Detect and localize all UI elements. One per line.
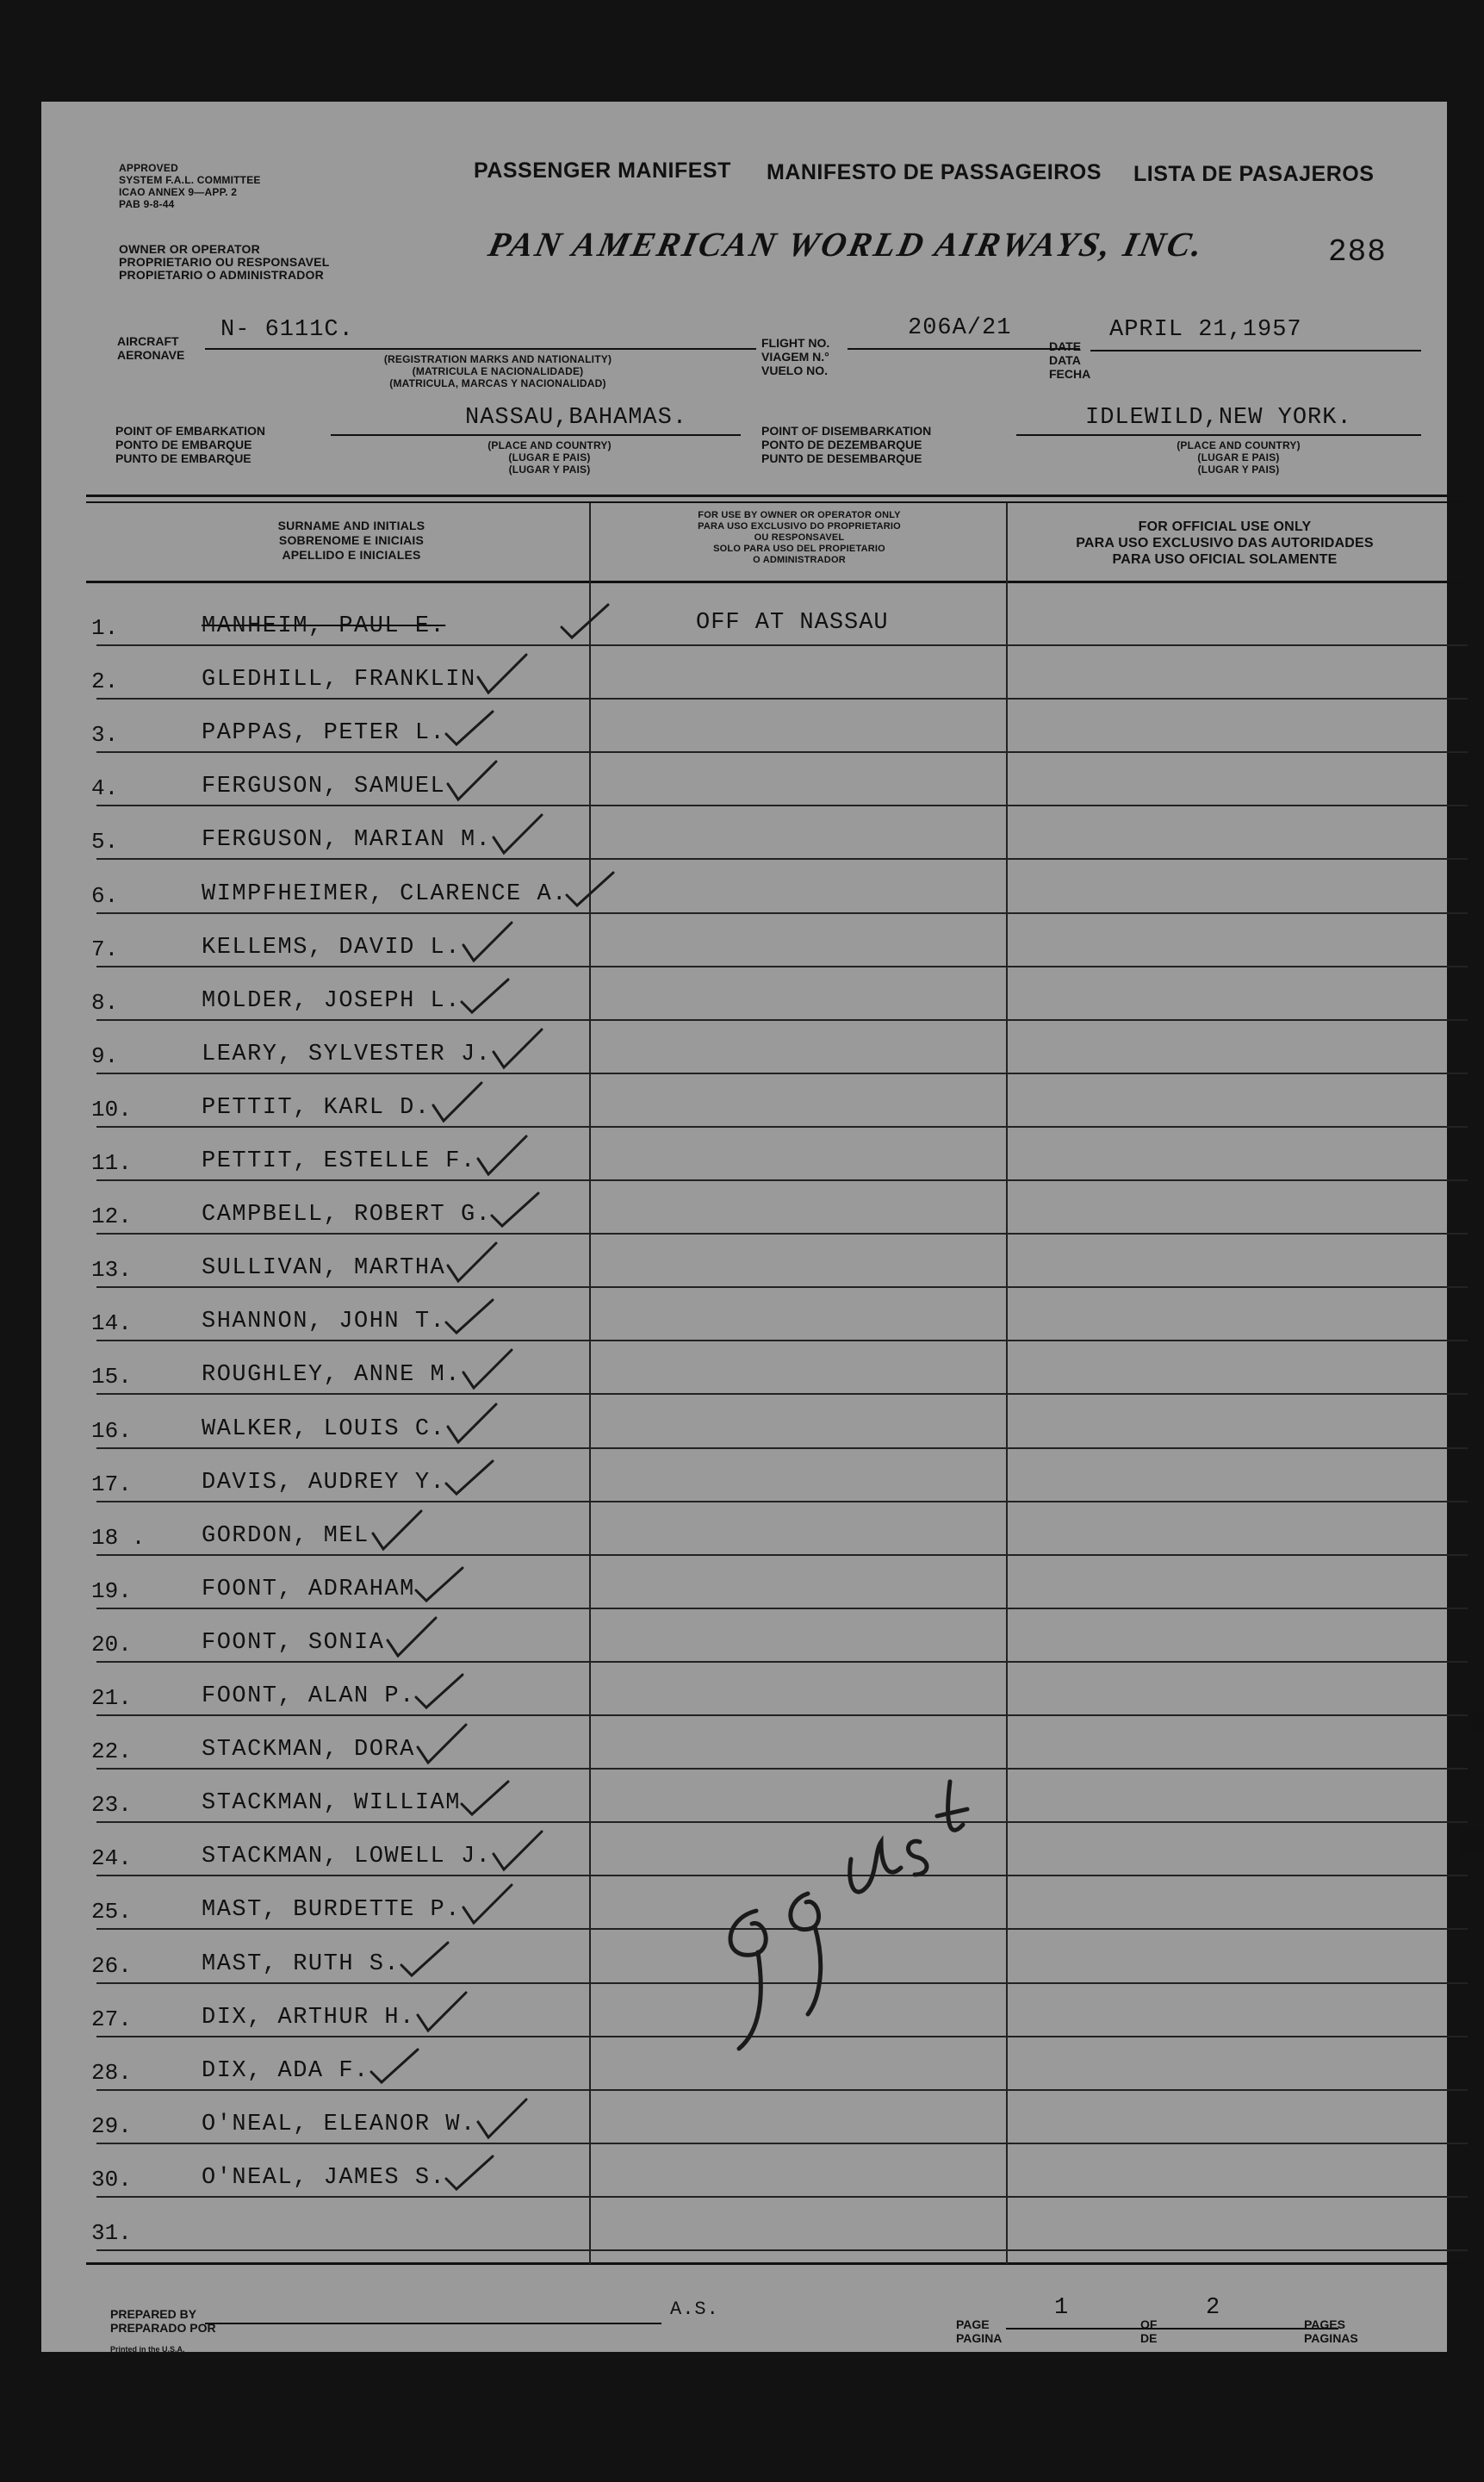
passenger-name: O'NEAL, ELEANOR W. (202, 2111, 476, 2137)
date-line (1090, 350, 1421, 351)
table-row (96, 2249, 1468, 2251)
disembark-label: POINT OF DISEMBARKATION (761, 424, 932, 438)
disembark-label: PONTO DE DEZEMBARQUE (761, 438, 922, 451)
page-label: PAGE (956, 2317, 990, 2331)
aircraft-labels (117, 334, 184, 362)
check-mark-icon (443, 2149, 503, 2194)
row-number: 4. (91, 775, 119, 802)
table-row (96, 966, 1468, 967)
column-divider-2 (1006, 503, 1008, 2264)
disembark-sub-line: (PLACE AND COUNTRY) (1177, 439, 1301, 451)
passenger-name: DAVIS, AUDREY Y. (202, 1469, 446, 1496)
check-mark-icon (458, 1775, 518, 1820)
check-mark-icon (443, 705, 503, 750)
passenger-name: DIX, ADA F. (202, 2057, 369, 2084)
aircraft-sub (334, 353, 661, 389)
approval-line: APPROVED (119, 162, 178, 174)
title-pt: MANIFESTO DE PASSAGEIROS (767, 160, 1102, 184)
column-header-line: SOBRENOME E INICIAIS (278, 533, 425, 547)
row-number: 19. (91, 1577, 132, 1604)
prepared-value: A.S. (670, 2298, 719, 2320)
company-name: PAN AMERICAN WORLD AIRWAYS, INC. (485, 225, 1209, 264)
passenger-name: O'NEAL, JAMES S. (202, 2164, 446, 2191)
passenger-name: FOONT, ALAN P. (202, 1683, 415, 1709)
passenger-name: PETTIT, ESTELLE F. (202, 1148, 476, 1174)
of-value: 2 (1206, 2295, 1221, 2321)
table-row (96, 1447, 1468, 1449)
print-note: Printed in the U.S.A. (110, 2345, 185, 2354)
prepared-line (205, 2323, 661, 2324)
check-mark-icon (488, 1026, 549, 1071)
row-number: 24. (91, 1845, 132, 1872)
table-row (96, 1554, 1468, 1556)
column-header-official (1009, 519, 1440, 568)
check-mark-icon (428, 1079, 488, 1124)
table-row (96, 2196, 1468, 2198)
row-number: 21. (91, 1685, 132, 1711)
passenger-name: SHANNON, JOHN T. (202, 1309, 446, 1335)
flight-labels (761, 336, 829, 377)
passenger-name: SULLIVAN, MARTHA (202, 1255, 446, 1282)
table-row (96, 644, 1468, 646)
row-number: 18 . (91, 1524, 146, 1551)
embark-labels (115, 424, 265, 465)
column-header-line: FOR USE BY OWNER OR OPERATOR ONLY (698, 510, 901, 520)
passenger-name: WALKER, LOUIS C. (202, 1415, 446, 1442)
page-value: 1 (1054, 2295, 1070, 2321)
passenger-name: MANHEIM, PAUL E. (202, 613, 446, 639)
check-mark-icon (443, 758, 503, 803)
check-mark-icon (458, 1347, 518, 1391)
passenger-name: LEARY, SYLVESTER J. (202, 1041, 492, 1067)
passenger-name: GLEDHILL, FRANKLIN (202, 667, 476, 694)
column-header-line: PARA USO OFICIAL SOLAMENTE (1112, 552, 1338, 567)
passenger-name: STACKMAN, WILLIAM (202, 1790, 461, 1817)
column-header-line: PARA USO EXCLUSIVO DO PROPRIETARIO (698, 521, 901, 532)
table-row (96, 1393, 1468, 1395)
table-row (96, 1019, 1468, 1021)
table-top-rule-2 (86, 501, 1469, 503)
embark-sub-line: (PLACE AND COUNTRY) (487, 439, 612, 451)
flight-value: 206A/21 (908, 315, 1012, 341)
check-mark-icon (443, 1454, 503, 1499)
approval-block (119, 162, 261, 210)
row-1-note: OFF AT NASSAU (696, 610, 889, 636)
row-number: 31. (91, 2220, 132, 2246)
check-mark-icon (368, 2043, 428, 2087)
table-row (96, 1126, 1468, 1128)
passenger-name: FERGUSON, MARIAN M. (202, 827, 492, 854)
passenger-name: WIMPFHEIMER, CLARENCE A. (202, 880, 568, 907)
owner-label: PROPIETARIO O ADMINISTRADOR (119, 268, 324, 282)
embark-label: PONTO DE EMBARQUE (115, 438, 252, 451)
aircraft-sub-line: (REGISTRATION MARKS AND NATIONALITY) (383, 353, 612, 365)
date-label: FECHA (1049, 367, 1091, 381)
column-header-line: APELLIDO E INICIALES (282, 548, 421, 562)
passenger-name: FOONT, ADRAHAM (202, 1576, 415, 1602)
of-label: DE (1140, 2331, 1158, 2345)
table-row (96, 1608, 1468, 1609)
date-value: APRIL 21,1957 (1109, 317, 1302, 343)
passenger-name: CAMPBELL, ROBERT G. (202, 1202, 492, 1229)
check-mark-icon (473, 651, 533, 696)
flight-label: VIAGEM N.° (761, 350, 829, 364)
flight-line (848, 348, 1080, 350)
table-row (96, 1286, 1468, 1288)
row-number: 16. (91, 1417, 132, 1444)
table-bottom-rule (86, 2262, 1469, 2265)
date-labels (1049, 339, 1090, 381)
passenger-name: STACKMAN, LOWELL J. (202, 1844, 492, 1870)
check-mark-icon (368, 1508, 428, 1552)
embark-label: POINT OF EMBARKATION (115, 424, 265, 438)
disembark-value: IDLEWILD,NEW YORK. (1085, 405, 1352, 431)
pages-label: PAGES (1304, 2317, 1345, 2331)
passenger-name: MAST, BURDETTE P. (202, 1897, 461, 1924)
passenger-name: PAPPAS, PETER L. (202, 720, 446, 747)
passenger-name: KELLEMS, DAVID L. (202, 934, 461, 961)
table-row (96, 1501, 1468, 1502)
table-top-rule (86, 495, 1469, 497)
row-number: 29. (91, 2112, 132, 2139)
passenger-name: ROUGHLEY, ANNE M. (202, 1362, 461, 1389)
row-number: 30. (91, 2166, 132, 2193)
check-mark-icon (443, 1293, 503, 1338)
passenger-name: FERGUSON, SAMUEL (202, 774, 446, 800)
row-number: 3. (91, 722, 119, 749)
row-number: 8. (91, 989, 119, 1016)
table-row (96, 2143, 1468, 2144)
flight-label: FLIGHT NO. (761, 336, 830, 350)
page-labels (956, 2317, 1002, 2345)
check-mark-icon (488, 812, 549, 856)
aircraft-label: AERONAVE (117, 348, 185, 362)
approval-line: SYSTEM F.A.L. COMMITTEE (119, 174, 261, 186)
row-number: 20. (91, 1631, 132, 1658)
check-mark-icon (473, 1133, 533, 1178)
column-header-line: PARA USO EXCLUSIVO DAS AUTORIDADES (1076, 536, 1374, 551)
row-number: 23. (91, 1792, 132, 1819)
disembark-sub-line: (LUGAR E PAIS) (1197, 451, 1280, 463)
column-header-line: FOR OFFICIAL USE ONLY (1138, 519, 1312, 534)
passenger-name: MOLDER, JOSEPH L. (202, 987, 461, 1014)
row-number: 25. (91, 1899, 132, 1925)
check-mark-icon (458, 973, 518, 1017)
check-mark-icon (488, 1828, 549, 1873)
check-mark-icon (563, 866, 624, 911)
embark-sub-line: (LUGAR E PAIS) (508, 451, 591, 463)
row-number: 12. (91, 1204, 132, 1230)
passenger-name: DIX, ARTHUR H. (202, 2004, 415, 2031)
table-row (96, 1179, 1468, 1181)
check-mark-icon (398, 1936, 458, 1981)
row-number: 10. (91, 1096, 132, 1123)
page-label: PAGINA (956, 2331, 1003, 2345)
passenger-name: FOONT, SONIA (202, 1629, 385, 1656)
row-number: 1. (91, 615, 119, 641)
passenger-name: PETTIT, KARL D. (202, 1094, 431, 1121)
table-row (96, 751, 1468, 753)
disembark-labels (761, 424, 931, 465)
row-number: 26. (91, 1952, 132, 1979)
edge-mark (1471, 1713, 1484, 1733)
check-mark-icon (413, 1721, 473, 1766)
disembark-label: PUNTO DE DESEMBARQUE (761, 451, 922, 465)
pages-label: PAGINAS (1304, 2331, 1358, 2345)
column-header-line: SURNAME AND INITIALS (277, 519, 425, 532)
prepared-label: PREPARED BY (110, 2307, 197, 2321)
check-mark-icon (558, 598, 618, 643)
row-number: 13. (91, 1257, 132, 1284)
table-row (96, 1661, 1468, 1663)
embark-sub-line: (LUGAR Y PAIS) (508, 463, 591, 476)
table-row (96, 1073, 1468, 1074)
row-number: 2. (91, 669, 119, 695)
check-mark-icon (413, 1561, 473, 1606)
check-mark-icon (458, 919, 518, 964)
prepared-label: PREPARADO POR (110, 2321, 216, 2335)
disembark-sub (1109, 439, 1368, 476)
table-header-rule (86, 581, 1469, 583)
column-header-line: SOLO PARA USO DEL PROPIETARIO (713, 544, 885, 554)
passenger-name: GORDON, MEL (202, 1522, 369, 1549)
check-mark-icon (458, 1882, 518, 1926)
passenger-name: MAST, RUTH S. (202, 1950, 400, 1977)
check-mark-icon (473, 2096, 533, 2141)
aircraft-line (205, 348, 756, 350)
aircraft-label: AIRCRAFT (117, 334, 179, 348)
row-number: 17. (91, 1471, 132, 1497)
column-divider-1 (589, 503, 591, 2264)
row-number: 6. (91, 882, 119, 909)
check-mark-icon (413, 1668, 473, 1713)
embark-line (331, 434, 741, 436)
embark-label: PUNTO DE EMBARQUE (115, 451, 251, 465)
handwritten-annotation (705, 1721, 989, 2100)
column-header-line: OU RESPONSAVEL (754, 532, 845, 543)
table-row (96, 912, 1468, 914)
aircraft-value: N- 6111C. (220, 317, 354, 343)
disembark-line (1016, 434, 1421, 436)
date-label: DATA (1049, 353, 1081, 367)
of-label: OF (1140, 2317, 1158, 2331)
embark-sub (420, 439, 679, 476)
row-number: 11. (91, 1150, 132, 1176)
table-row (96, 698, 1468, 700)
table-row (96, 805, 1468, 806)
row-number: 9. (91, 1042, 119, 1069)
column-header-operator (593, 510, 1006, 566)
title-es: LISTA DE PASAJEROS (1133, 162, 1375, 186)
row-number: 27. (91, 2006, 132, 2032)
pages-labels (1304, 2317, 1358, 2345)
check-mark-icon (382, 1614, 443, 1659)
table-row (96, 1714, 1468, 1716)
owner-label: OWNER OR OPERATOR (119, 242, 260, 256)
page-stamp: 288 (1328, 234, 1387, 270)
aircraft-sub-line: (MATRICULA, MARCAS Y NACIONALIDAD) (389, 377, 606, 389)
row-number: 14. (91, 1310, 132, 1337)
manifest-sheet (41, 102, 1447, 2352)
check-mark-icon (443, 1240, 503, 1285)
flight-label: VUELO NO. (761, 364, 829, 377)
row-number: 15. (91, 1364, 132, 1390)
approval-line: PAB 9-8-44 (119, 198, 175, 210)
passenger-name: STACKMAN, DORA (202, 1737, 415, 1764)
owner-label: PROPRIETARIO OU RESPONSAVEL (119, 255, 330, 269)
aircraft-sub-line: (MATRICULA E NACIONALIDADE) (412, 365, 584, 377)
edge-mark (1459, 1830, 1484, 1854)
row-number: 5. (91, 829, 119, 855)
approval-line: ICAO ANNEX 9—APP. 2 (119, 186, 238, 198)
table-row (96, 1233, 1468, 1235)
owner-labels (119, 243, 329, 282)
check-mark-icon (413, 1989, 473, 2034)
column-header-names (145, 519, 558, 563)
column-header-line: O ADMINISTRADOR (753, 555, 846, 565)
check-mark-icon (488, 1186, 549, 1231)
row-number: 7. (91, 936, 119, 962)
row-number: 28. (91, 2059, 132, 2086)
disembark-sub-line: (LUGAR Y PAIS) (1197, 463, 1280, 476)
table-row (96, 1340, 1468, 1341)
embark-value: NASSAU,BAHAMAS. (465, 405, 688, 431)
title-en: PASSENGER MANIFEST (474, 159, 731, 183)
prepared-labels (110, 2307, 216, 2335)
check-mark-icon (443, 1401, 503, 1446)
row-number: 22. (91, 1739, 132, 1765)
table-row (96, 858, 1468, 860)
date-label: DATE (1049, 339, 1082, 353)
of-labels (1140, 2317, 1157, 2345)
edge-mark (1480, 1359, 1484, 1384)
